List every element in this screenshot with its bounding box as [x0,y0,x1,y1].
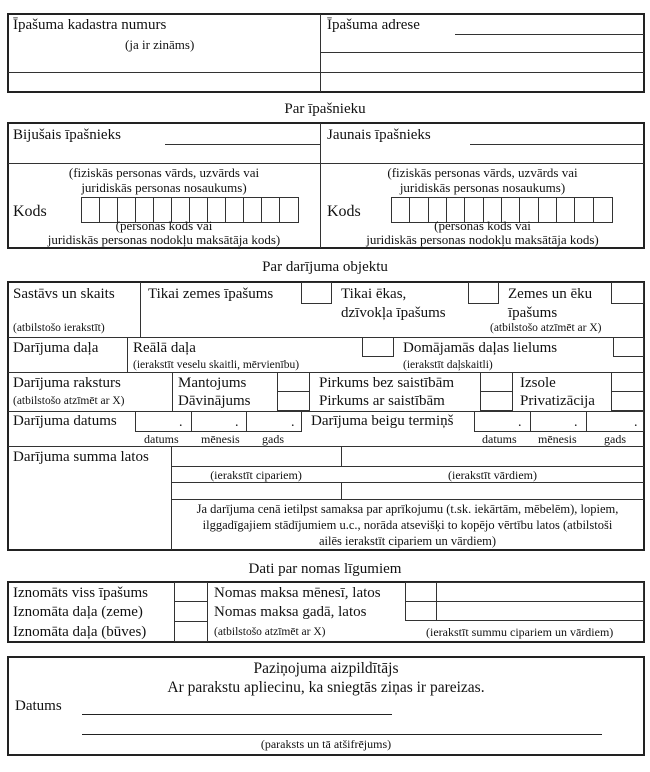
sum-line-1 [171,466,644,467]
sum-words-hint: (ierakstīt vārdiem) [448,468,537,482]
previous-owner-name-hint-2: juridiskās personas nosaukums) [81,180,247,195]
land-only-checkbox[interactable] [301,282,332,304]
new-owner-name-line [470,144,644,145]
gift-label: Dāvinājums [178,393,251,409]
row-line-1 [8,337,644,338]
equipment-note-2: ilggadīgajiem stādījumiem u.c., norāda atsevišķi to kopējo vērtību latos (atbilstoši [202,518,613,532]
monthly-rent-check[interactable] [405,582,437,602]
gift-checkbox[interactable] [277,391,310,411]
signature-field[interactable] [82,718,602,734]
notional-part-hint: (ierakstīt daļskaitli) [403,359,493,371]
equipment-digits-field[interactable] [172,483,340,498]
date-dot: . [291,415,295,430]
lease-mark-hint: (atbilstošo atzīmēt ar X) [214,626,326,638]
lease-whole-checkbox[interactable] [174,582,208,602]
inheritance-label: Mantojums [178,375,247,391]
date-sublabel-month: mēnesis [201,432,240,446]
row-line-2 [8,372,644,373]
lease-sum-hint: (ierakstīt summu cipariem un vārdiem) [426,625,614,639]
date-sublabel-day: datums [144,432,179,446]
previous-owner-code-hint-1: (personas kods vai [115,218,213,233]
address-field-3[interactable] [322,74,643,91]
property-bottom-row-line [8,72,644,73]
end-sublabel-day: datums [482,432,517,446]
new-owner-name-hint-1: (fiziskās personas vārds, uzvārds vai [387,165,578,180]
part-divider [127,337,128,372]
filler-declaration: Ar parakstu apliecinu, ka sniegtās ziņas ir pareizas. [167,679,485,696]
transaction-month-field[interactable] [191,411,247,432]
end-month-field[interactable] [530,411,587,432]
real-part-hint: (ierakstīt veselu skaitli, mērvienību) [133,359,300,371]
date-dot: . [574,415,578,430]
address-label: Īpašuma adrese [327,17,420,33]
composition-mark-hint: (atbilstošo atzīmēt ar X) [490,322,602,334]
purchase-free-checkbox[interactable] [480,372,513,392]
yearly-rent-amount-field[interactable] [436,601,644,621]
property-divider [320,14,321,92]
filler-date-line [82,714,392,715]
nature-hint: (atbilstošo atzīmēt ar X) [13,395,125,407]
end-sublabel-month: mēnesis [538,432,577,446]
lease-heading: Dati par nomas līgumiem [248,561,402,577]
nature-divider-1 [172,372,173,411]
transaction-day-field[interactable] [135,411,192,432]
end-date-label: Darījuma beigu termiņš [311,413,454,429]
address-field-2[interactable] [322,54,643,71]
equipment-words-field[interactable] [342,483,643,498]
previous-owner-name-field[interactable] [165,125,319,144]
owners-heading: Par īpašnieku [284,101,366,117]
real-part-label: Reālā daļa [133,340,196,356]
equipment-note-1: Ja darījuma cenā ietilpst samaksa par aprīkojumu (t.sk. iekārtām, mēbelēm), lopiem, [196,502,619,516]
option-buildings-only-1: Tikai ēkas, [341,286,407,302]
notional-part-label: Domājamās daļas lielums [403,340,558,356]
end-sublabel-year: gads [604,432,626,446]
lease-land-label: Iznomāta daļa (zeme) [13,604,143,620]
option-land-only: Tikai zemes īpašums [148,286,274,302]
sum-digits-hint: (ierakstīt cipariem) [210,468,302,482]
composition-divider [140,282,141,337]
monthly-rent-label: Nomas maksa mēnesī, latos [214,585,381,601]
address-line-1 [455,34,644,35]
option-land-and-buildings-2: īpašums [508,305,558,321]
equipment-note-3: ailēs ierakstīt cipariem un vārdiem) [318,534,496,548]
new-owner-code-hint-1: (personas kods vai [434,218,531,233]
date-sublabel-year: gads [262,432,284,446]
cadastre-hint: (ja ir zināms) [125,37,195,52]
purchase-encumbered-checkbox[interactable] [480,391,513,411]
date-dot: . [235,415,239,430]
previous-owner-code-hint-2: juridiskās personas nodokļu maksātāja kods) [47,232,281,247]
buildings-only-checkbox[interactable] [468,282,499,304]
purchase-encumbered-label: Pirkums ar saistībām [319,393,445,409]
signature-hint: (paraksts un tā atšifrējums) [260,737,392,751]
end-day-field[interactable] [474,411,531,432]
sum-words-field[interactable] [342,447,643,465]
new-owner-name-field[interactable] [470,125,643,144]
notional-part-field[interactable] [613,337,644,357]
sum-label: Darījuma summa latos [13,449,149,465]
previous-owner-name-hint-1: (fiziskās personas vārds, uzvārds vai [68,165,260,180]
signature-line [82,734,602,735]
new-owner-label: Jaunais īpašnieks [327,127,431,143]
filler-title: Paziņojuma aizpildītājs [253,660,399,677]
new-owner-code-hint-2: juridiskās personas nodokļu maksātāja kods) [366,232,599,247]
privatization-label: Privatizācija [520,393,595,409]
address-line-2 [321,52,644,53]
auction-checkbox[interactable] [611,372,644,392]
nature-label: Darījuma raksturs [13,375,121,391]
sum-digits-field[interactable] [172,447,340,465]
previous-owner-name-line [165,144,320,145]
cadastre-number-field[interactable] [9,74,319,91]
lease-buildings-checkbox[interactable] [174,621,208,642]
lease-buildings-label: Iznomāta daļa (būves) [13,624,147,640]
transaction-heading: Par darījuma objektu [262,259,388,275]
part-label: Darījuma daļa [13,340,99,356]
composition-label: Sastāvs un skaits [13,286,115,302]
lease-whole-label: Iznomāts viss īpašums [13,585,148,601]
previous-owner-label: Bijušais īpašnieks [13,127,121,143]
composition-hint: (atbilstošo ierakstīt) [13,322,105,334]
date-dot: . [634,415,638,430]
owners-row-line [8,163,644,164]
yearly-rent-check[interactable] [405,601,437,621]
new-owner-code-label: Kods [327,203,361,220]
new-owner-name-hint-2: juridiskās personas nosaukums) [399,180,566,195]
real-part-field[interactable] [362,337,394,357]
sum-line-3 [171,499,644,500]
purchase-free-label: Pirkums bez saistībām [319,375,454,391]
inheritance-checkbox[interactable] [277,372,310,392]
address-field-1[interactable] [455,16,643,34]
monthly-rent-amount-field[interactable] [436,582,644,602]
yearly-rent-label: Nomas maksa gadā, latos [214,604,367,620]
lease-land-checkbox[interactable] [174,601,208,622]
filler-date-field[interactable] [82,697,392,714]
option-land-and-buildings-1: Zemes un ēku [508,286,593,302]
privatization-checkbox[interactable] [611,391,644,411]
transaction-date-label: Darījuma datums [13,413,117,429]
previous-owner-code-label: Kods [13,203,47,220]
date-dot: . [518,415,522,430]
filler-date-label: Datums [15,698,62,714]
option-buildings-only-2: dzīvokļa īpašums [341,305,446,321]
cadastre-label: Īpašuma kadastra numurs [13,17,167,33]
date-dot: . [179,415,183,430]
auction-label: Izsole [520,375,556,391]
land-and-buildings-checkbox[interactable] [611,282,644,304]
